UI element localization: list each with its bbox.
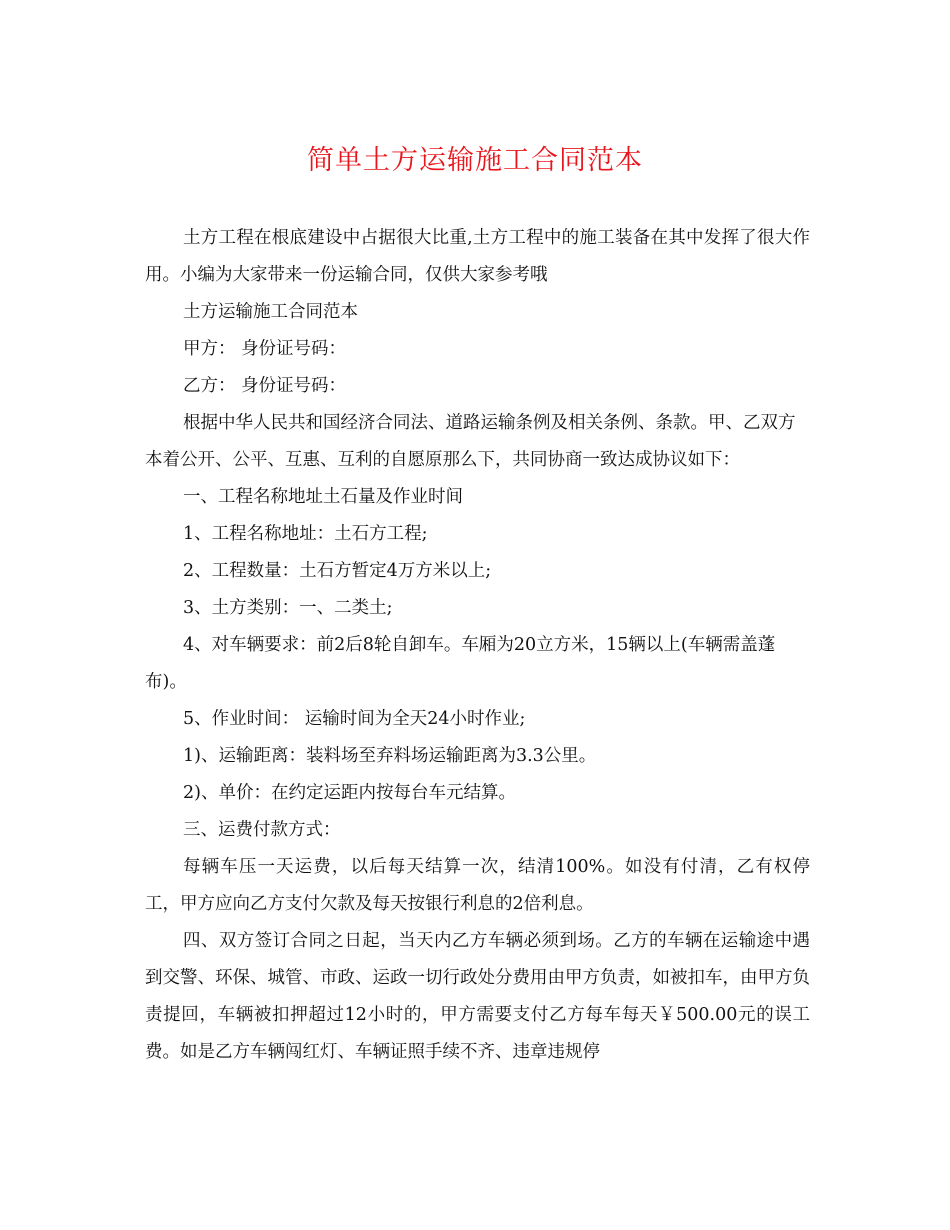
section-three-heading: 三、运费付款方式： xyxy=(183,820,341,840)
clause-transport-distance: 1)、运输距离：装料场至弃料场运输距离为3.3公里。 xyxy=(183,746,597,766)
document-title: 简单土方运输施工合同范本 xyxy=(307,145,643,176)
clause-project-address: 1、工程名称地址：土石方工程; xyxy=(183,524,428,544)
clause-project-quantity: 2、工程数量：土石方暂定4万方米以上; xyxy=(183,561,492,581)
clause-unit-price: 2)、单价：在约定运距内按每台车元结算。 xyxy=(183,783,516,803)
section-four-paragraph: 四、双方签订合同之日起，当天内乙方车辆必须到场。乙方的车辆在运输途中遇到交警、环保、城管、市政、运政一切行政处分费用由甲方负责，如被扣车，由甲方负责提回，车辆被扣押超过12小时的，甲方需要支付乙方每车每天￥500.00元的误工费。如是乙方车辆闯红灯、车辆证照手续不齐、违章违规停 xyxy=(145,931,810,1062)
clause-soil-category: 3、土方类别：一、二类土; xyxy=(183,598,393,618)
contract-subtitle: 土方运输施工合同范本 xyxy=(183,302,358,322)
party-b-line: 乙方： 身份证号码： xyxy=(183,376,347,396)
section-one-heading: 一、工程名称地址土石量及作业时间 xyxy=(183,487,463,507)
legal-basis-paragraph: 根据中华人民共和国经济合同法、道路运输条例及相关条例、条款。甲、乙双方本着公开、公平、互惠、互利的自愿原那么下，共同协商一致达成协议如下： xyxy=(145,413,796,470)
party-a-line: 甲方： 身份证号码： xyxy=(183,339,347,359)
document-body xyxy=(145,220,810,1071)
clause-vehicle-requirements: 4、对车辆要求：前2后8轮自卸车。车厢为20立方米，15辆以上(车辆需盖蓬布)。 xyxy=(145,635,776,692)
payment-paragraph: 每辆车压一天运费，以后每天结算一次，结清100%。如没有付清，乙有权停工，甲方应向乙方支付欠款及每天按银行利息的2倍利息。 xyxy=(145,857,810,914)
clause-working-hours: 5、作业时间： 运输时间为全天24小时作业; xyxy=(183,709,526,729)
intro-paragraph: 土方工程在根底建设中占据很大比重,土方工程中的施工装备在其中发挥了很大作用。小编为大家带来一份运输合同，仅供大家参考哦 xyxy=(145,228,810,285)
